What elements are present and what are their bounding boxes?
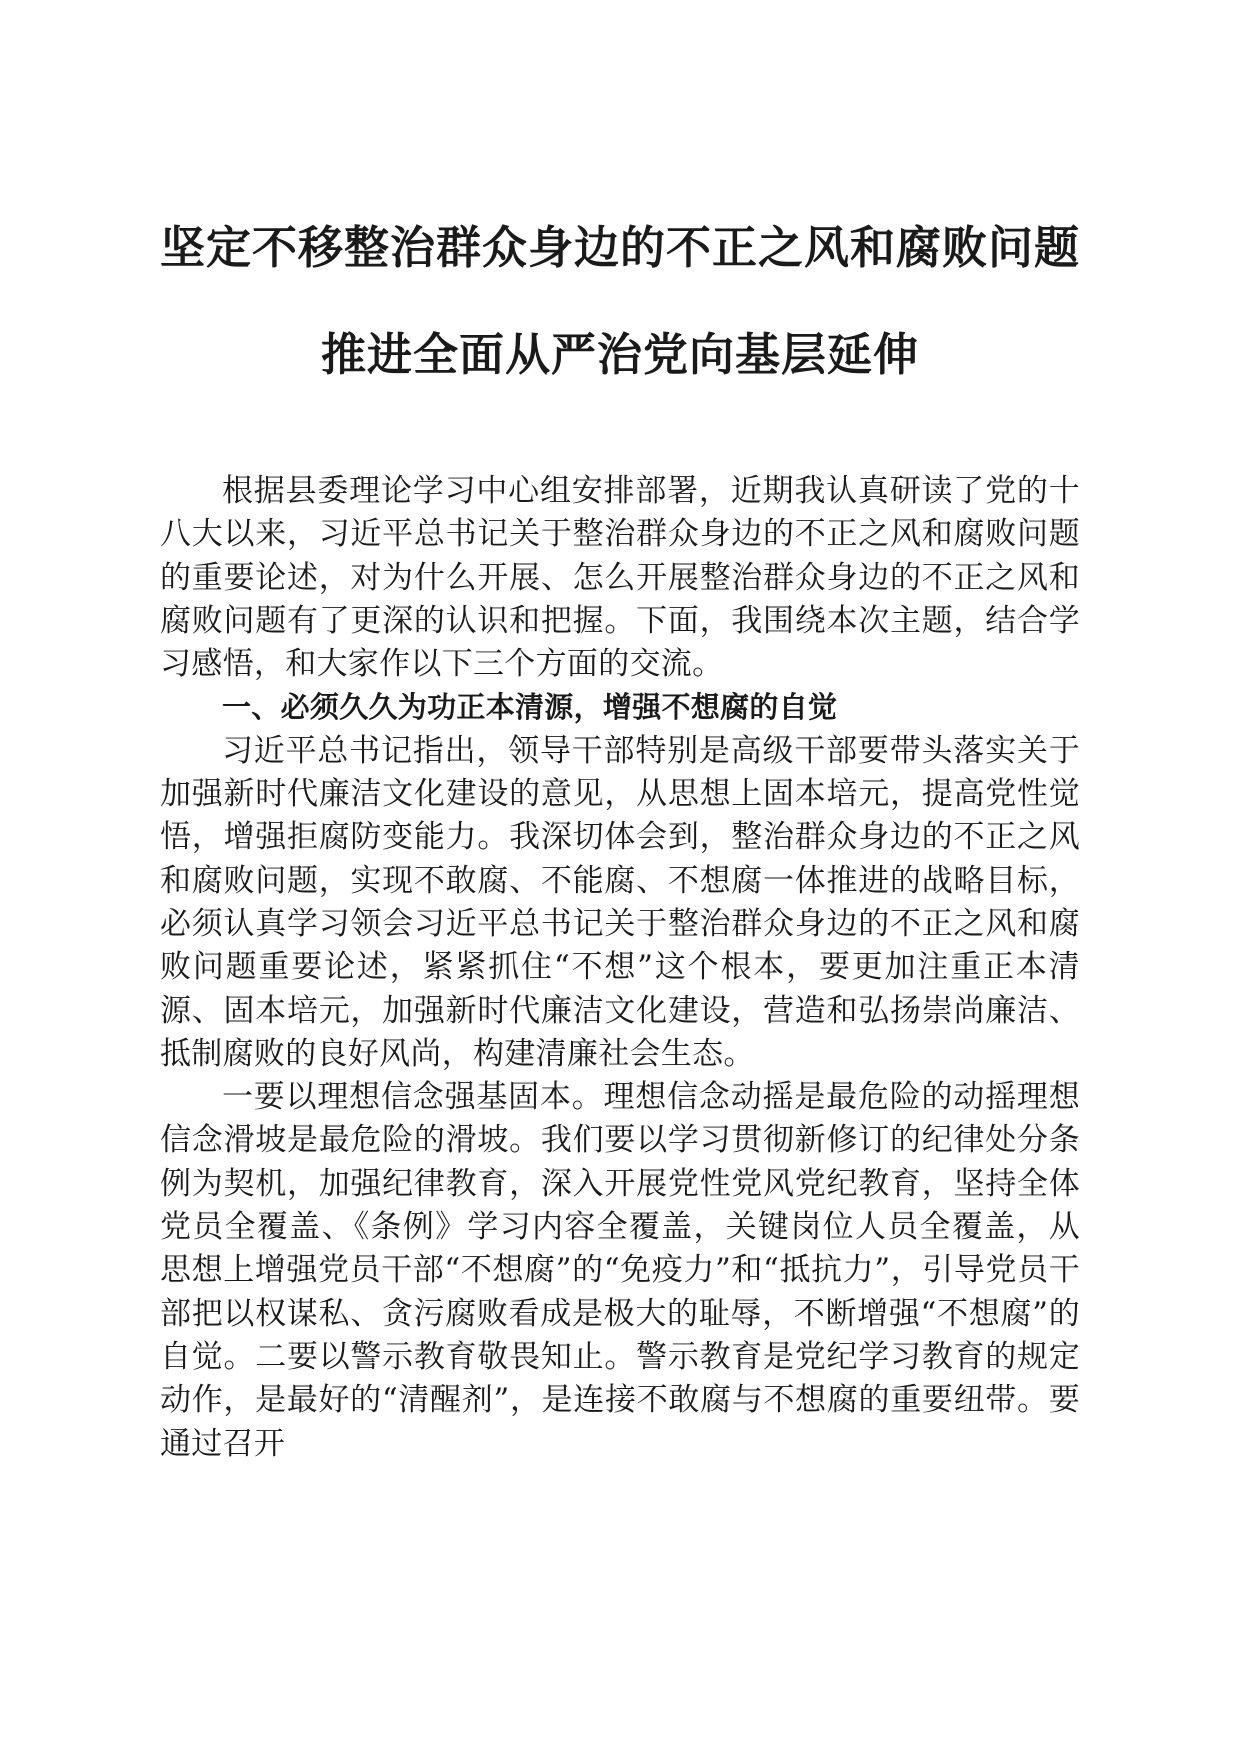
section-heading-1: 一、必须久久为功正本清源，增强不想腐的自觉 bbox=[222, 690, 838, 725]
paragraph-section-1-points: 一要以理想信念强基固本。理想信念动摇是最危险的动摇理想信念滑坡是最危险的滑坡。我们要以学习贯彻新修订的纪律处分条例为契机，加强纪律教育，深入开展党性党风党纪教育，坚持全体党员全覆盖、《条例》学习内容全覆盖，关键岗位人员全覆盖，从思想上增强党员干部“不想腐”的“免疫力”和“抵抗力”，引导党员干部把以权谋私、贪污腐败看成是极大的耻辱，不断增强“不想腐”的自觉。二要以警示教育敬畏知止。警示教育是党纪学习教育的规定动作，是最好的“清醒剂”，是连接不敢腐与不想腐的重要纽带。要通过召开 bbox=[160, 1079, 1080, 1462]
title-line-1: 坚定不移整治群众身边的不正之风和腐败问题 bbox=[159, 221, 1080, 274]
document-body bbox=[160, 470, 1080, 1466]
paragraph-intro: 根据县委理论学习中心组安排部署，近期我认真研读了党的十八大以来，习近平总书记关于整治群众身边的不正之风和腐败问题的重要论述，对为什么开展、怎么开展整治群众身边的不正之风和腐败问题有了更深的认识和把握。下面，我围绕本次主题，结合学习感悟，和大家作以下三个方面的交流。 bbox=[160, 473, 1080, 683]
document-title bbox=[150, 221, 1090, 381]
paragraph-section-1: 习近平总书记指出，领导干部特别是高级干部要带头落实关于加强新时代廉洁文化建设的意见，从思想上固本培元，提高党性觉悟，增强拒腐防变能力。我深切体会到，整治群众身边的不正之风和腐败问题，实现不敢腐、不能腐、不想腐一体推进的战略目标，必须认真学习领会习近平总书记关于整治群众身边的不正之风和腐败问题重要论述，紧紧抓住“不想”这个根本，要更加注重正本清源、固本培元，加强新时代廉洁文化建设，营造和弘扬崇尚廉洁、抵制腐败的良好风尚，构建清廉社会生态。 bbox=[160, 732, 1080, 1072]
title-line-2: 推进全面从严治党向基层延伸 bbox=[320, 328, 919, 381]
